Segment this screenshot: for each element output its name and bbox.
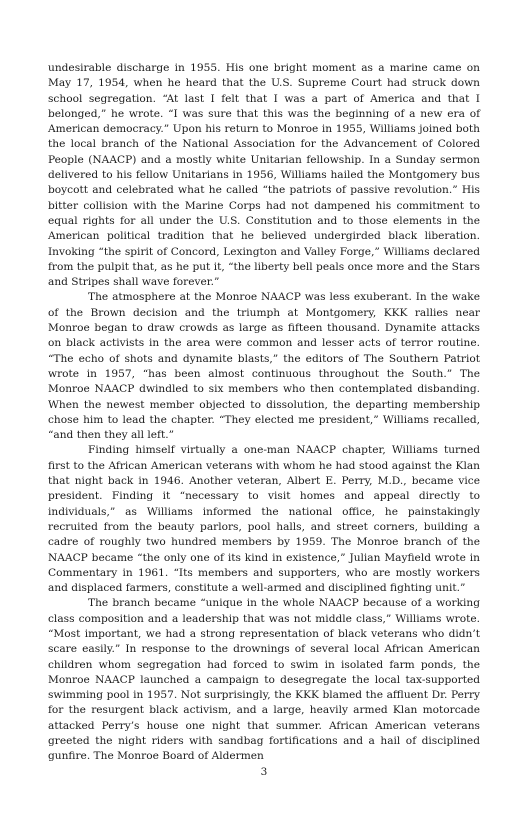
paragraph-3: Finding himself virtually a one-man NAACP chapter, Williams turned first to the African American veterans with whom he had stood against the Klan that night back in 1946. Another veteran, Albert E. Perry, M.D., became vice president. Finding it “necessary to visit homes and appeal directly to individuals,” as Williams informed the national office, he painstakingly recruited from the beauty parlors, pool halls, and street corners, building a cadre of roughly two hundred members by 1959. The Monroe branch of the NAACP became “the only one of its kind in existence,” Julian Mayfield wrote in Commentary in 1961. “Its members and supporters, who are mostly workers and displaced farmers, constitute a well-armed and disciplined fighting unit.”	[48, 444, 480, 595]
paragraph-2: The atmosphere at the Monroe NAACP was less exuberant. In the wake of the Brown decision and the triumph at Montgomery, KKK rallies near Monroe began to draw crowds as large as fifteen thousand. Dynamite attacks on black activists in the area were common and lesser acts of terror routine. “The echo of shots and dynamite blasts,” the editors of The Southern Patriot wrote in 1957, “has been almost continuous throughout the South.” The Monroe NAACP dwindled to six members who then contemplated disbanding. When the newest member objected to dissolution, the departing membership chose him to lead the chapter. “They elected me president,” Williams recalled, “and then they all left.”	[48, 291, 480, 442]
body-text	[48, 61, 480, 765]
page-number: 3	[260, 766, 268, 778]
paragraph-1: undesirable discharge in 1955. His one bright moment as a marine came on May 17, 1954, when he heard that the U.S. Supreme Court had struck down school segregation. “At last I felt that I was a part of America and that I belonged,” he wrote. “I was sure that this was the beginning of a new era of American democracy.” Upon his return to Monroe in 1955, Williams joined both the local branch of the National Association for the Advancement of Colored People (NAACP) and a mostly white Unitarian fellowship. In a Sunday sermon delivered to his fellow Unitarians in 1956, Williams hailed the Montgomery bus boycott and celebrated what he called “the patriots of passive revolution.” His bitter collision with the Marine Corps had not dampened his commitment to equal rights for all under the U.S. Constitution and to those elements in the American political tradition that he believed undergirded black liberation. Invoking “the spirit of Concord, Lexington and Valley Forge,” Williams declared from the pulpit that, as he put it, “the liberty bell peals once more and the Stars and Stripes shall wave forever.”	[48, 62, 480, 289]
paragraph-4: The branch became “unique in the whole NAACP because of a working class composition and a leadership that was not middle class,” Williams wrote. “Most important, we had a strong representation of black veterans who didn’t scare easily.” In response to the drownings of several local African American children whom segregation had forced to swim in isolated farm ponds, the Monroe NAACP launched a campaign to desegregate the local tax-supported swimming pool in 1957. Not surprisingly, the KKK blamed the affluent Dr. Perry for the resurgent black activism, and a large, heavily armed Klan motorcade attacked Perry’s house one night that summer. African American veterans greeted the night riders with sandbag fortifications and a hail of disciplined gunfire. The Monroe Board of Aldermen	[48, 597, 480, 763]
